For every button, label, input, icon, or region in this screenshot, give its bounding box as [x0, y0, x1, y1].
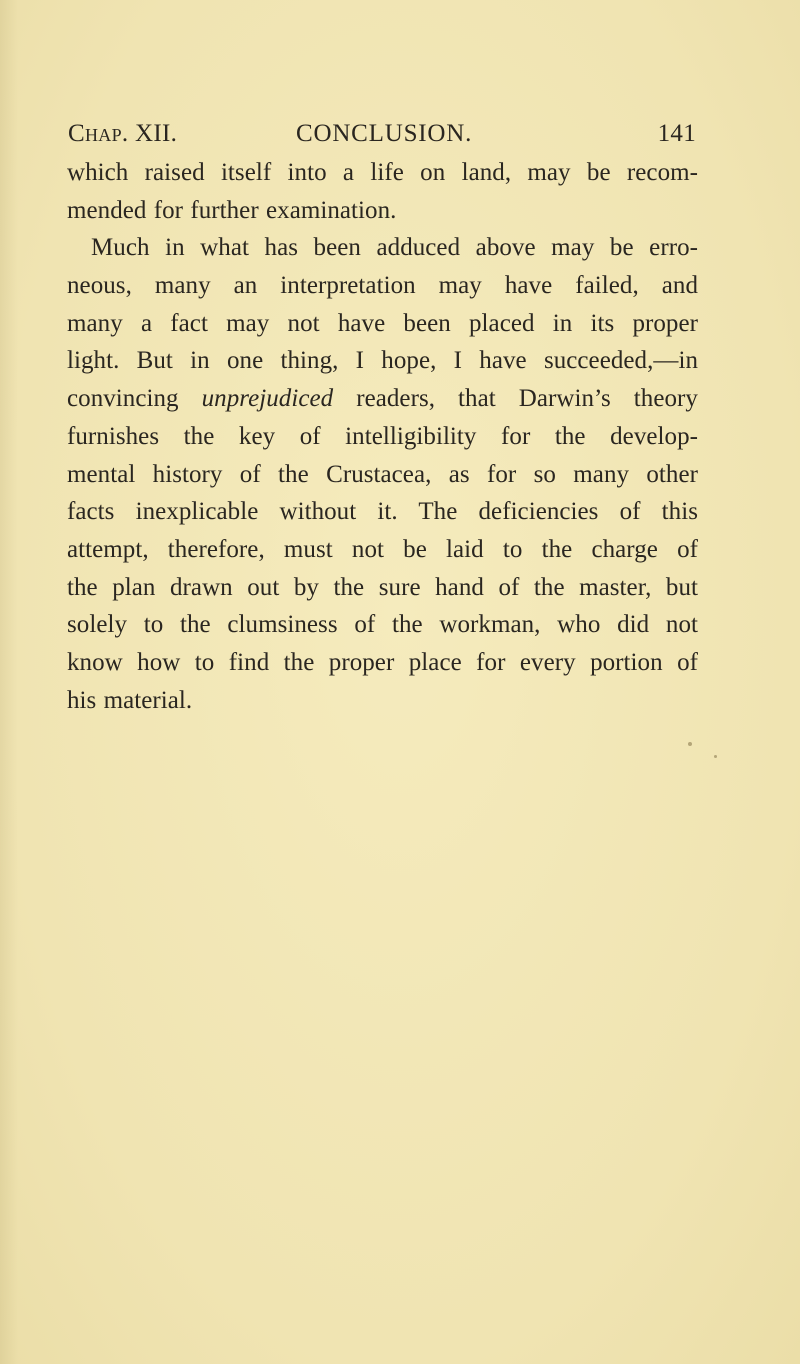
- chapter-title: CONCLUSION.: [296, 120, 473, 147]
- page-number: 141: [657, 120, 696, 147]
- text-line: attempt, therefore, must not be laid to the charge of: [67, 535, 698, 563]
- text-line: [67, 380, 698, 418]
- text-line: facts inexplicable without it. The deficiencies of this: [67, 498, 698, 526]
- running-head: [68, 120, 696, 156]
- body-text: [67, 154, 698, 719]
- italic-word: unprejudiced: [201, 385, 334, 413]
- text-line: mental history of the Crustacea, as for so many other: [67, 460, 698, 488]
- text-line: know how to find the proper place for every portion of: [67, 648, 698, 676]
- text-line: Much in what has been adduced above may be erro-: [91, 234, 698, 262]
- chapter-label: Chap. XII.: [68, 120, 178, 147]
- text-line: light. But in one thing, I hope, I have succeeded,—in: [67, 347, 698, 375]
- paper-speck: [688, 742, 692, 746]
- text-line: his material.: [67, 686, 193, 714]
- text-segment: convincing: [67, 385, 179, 413]
- text-line: neous, many an interpretation may have failed, and: [67, 272, 698, 300]
- text-line: many a fact may not have been placed in its proper: [67, 309, 698, 337]
- paper-speck: [714, 755, 717, 758]
- text-line: which raised itself into a life on land, may be recom-: [67, 159, 698, 186]
- text-line: the plan drawn out by the sure hand of the master, but: [67, 573, 698, 601]
- text-line: solely to the clumsiness of the workman, who did not: [67, 611, 698, 639]
- text-segment: readers, that Darwin’s theory: [356, 385, 698, 413]
- text-line: mended for further examination.: [67, 196, 397, 224]
- text-line: furnishes the key of intelligibility for the develop-: [67, 422, 698, 450]
